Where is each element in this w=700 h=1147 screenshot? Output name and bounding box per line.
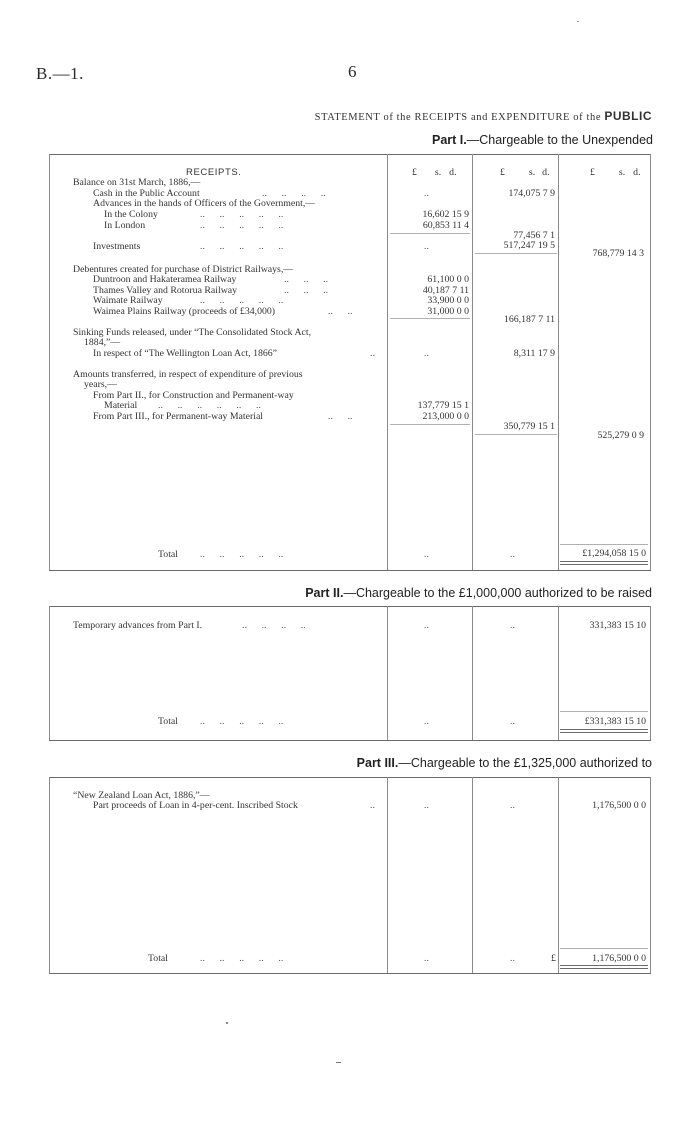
- part3-total-amount: 1,176,500 0 0: [592, 953, 646, 964]
- row-waimea: Waimea Plains Railway (proceeds of £34,000): [93, 306, 276, 317]
- leader-dots: .. .. .. ..: [262, 188, 326, 199]
- part3-heading-bold: Part III.: [356, 756, 399, 770]
- leader-dots: ..: [510, 953, 515, 964]
- row-thames: Thames Valley and Rotorua Railway: [93, 285, 238, 296]
- row-waimate: Waimate Railway: [93, 295, 163, 306]
- leader-dots: ..: [424, 716, 429, 727]
- row-sinking-2: 1884,”—: [84, 337, 121, 348]
- row-cash: Cash in the Public Account: [93, 188, 200, 199]
- leader-dots: ..: [424, 549, 429, 560]
- part2-top-rule: [49, 606, 651, 607]
- statement-title-bold: PUBLIC: [604, 109, 652, 123]
- leader-dots: ..: [424, 800, 429, 811]
- london-amount: 60,853 11 4: [422, 220, 469, 231]
- total-double-rule: [560, 965, 648, 966]
- leader-dots: ..: [510, 800, 515, 811]
- from-part2-amount: 137,779 15 1: [417, 400, 469, 411]
- part2-heading-bold: Part II.: [305, 586, 344, 600]
- page-reference: B.—1.: [36, 64, 84, 83]
- scan-speck: [226, 1022, 228, 1024]
- part1-col-rule-1: [387, 154, 388, 570]
- row-amounts-2: years,—: [84, 379, 117, 390]
- part3-top-rule: [49, 777, 651, 778]
- leader-dots: ..: [370, 800, 375, 811]
- part3-row-label-1: “New Zealand Loan Act, 1886,”—: [73, 790, 210, 801]
- part2-left-rule: [49, 606, 50, 740]
- duntroon-amount: 61,100 0 0: [427, 274, 469, 285]
- subtotal-rule: [475, 434, 557, 435]
- leader-dots: ..: [424, 241, 429, 252]
- leader-dots: ..: [510, 716, 515, 727]
- leader-dots: .. .. .. .. ..: [200, 220, 284, 231]
- row-from-part2-b: Material: [104, 400, 138, 411]
- part3-bottom-rule: [49, 973, 651, 974]
- part2-col-rule-1: [387, 606, 388, 740]
- other-total: 525,279 0 9: [597, 430, 644, 441]
- row-sinking-1: Sinking Funds released, under “The Consolidated Stock Act,: [73, 327, 312, 338]
- row-in-london: In London: [104, 220, 146, 231]
- page-number: 6: [348, 62, 357, 81]
- part3-heading: [357, 756, 652, 770]
- row-debentures: Debentures created for purchase of District Railways,—: [73, 264, 294, 275]
- leader-dots: .. .. .. .. ..: [200, 953, 284, 964]
- part3-total-label: Total: [148, 953, 168, 964]
- leader-dots: .. .. .. .. ..: [200, 241, 284, 252]
- part1-left-rule: [49, 154, 50, 570]
- transfers-total: 350,779 15 1: [503, 421, 555, 432]
- part3-col-rule-2: [472, 777, 473, 973]
- row-duntroon: Duntroon and Hakateramea Railway: [93, 274, 237, 285]
- total-double-rule: [560, 564, 648, 565]
- thames-amount: 40,187 7 11: [422, 285, 469, 296]
- part1-col-rule-2: [472, 154, 473, 570]
- leader-dots: .. .. .. .. ..: [200, 209, 284, 220]
- leader-dots: ..: [424, 620, 429, 631]
- total-double-rule: [560, 732, 648, 733]
- row-from-part3: From Part III., for Permanent-way Material: [93, 411, 264, 422]
- investments-amount: 517,247 19 5: [503, 240, 555, 251]
- leader-dots: .. .. .. .. .. ..: [158, 400, 261, 411]
- total-double-rule: [560, 968, 648, 969]
- part3-left-rule: [49, 777, 50, 973]
- subtotal-rule: [390, 233, 470, 234]
- total-rule: [560, 711, 648, 712]
- leader-dots: .. .. .. .. ..: [200, 549, 284, 560]
- part1-right-rule: [650, 154, 651, 570]
- leader-dots: .. .. ..: [284, 285, 329, 296]
- part1-heading-rest: —Chargeable to the Unexpended: [466, 133, 653, 147]
- part1-bottom-rule: [49, 570, 651, 571]
- part2-row-amount: 331,383 15 10: [589, 620, 646, 631]
- part3-col-rule-1: [387, 777, 388, 973]
- debentures-total: 166,187 7 11: [503, 314, 555, 325]
- part1-grand-total: £1,294,058 15 0: [582, 548, 646, 559]
- part3-row-label-2: Part proceeds of Loan in 4-per-cent. Inscribed Stock: [93, 800, 298, 811]
- scan-speck: [336, 1062, 341, 1063]
- leader-dots: .. ..: [328, 411, 353, 422]
- row-advances: Advances in the hands of Officers of the Government,—: [93, 198, 316, 209]
- leader-dots: ..: [510, 620, 515, 631]
- part2-heading-rest: —Chargeable to the £1,000,000 authorized to be raised: [343, 586, 652, 600]
- balance-total: 768,779 14 3: [592, 248, 644, 259]
- waimea-amount: 31,000 0 0: [427, 306, 469, 317]
- row-in-colony: In the Colony: [104, 209, 158, 220]
- col2-currency-header: £ s. d.: [500, 167, 550, 178]
- row-amounts-1: Amounts transferred, in respect of expenditure of previous: [73, 369, 303, 380]
- leader-dots: ..: [424, 953, 429, 964]
- leader-dots: .. ..: [328, 306, 353, 317]
- leader-dots: ..: [424, 348, 429, 359]
- leader-dots: .. .. .. .. ..: [200, 295, 284, 306]
- part2-col-rule-3: [558, 606, 559, 740]
- row-from-part2-a: From Part II., for Construction and Permanent-way: [93, 390, 294, 401]
- part1-heading-bold: Part I.: [432, 133, 467, 147]
- part2-row-label: Temporary advances from Part I.: [73, 620, 203, 631]
- part1-top-rule: [49, 154, 651, 155]
- total-double-rule: [560, 561, 648, 562]
- from-part3-amount: 213,000 0 0: [422, 411, 469, 422]
- row-investments: Investments: [93, 241, 141, 252]
- total-rule: [560, 948, 648, 949]
- part2-heading: [305, 586, 652, 600]
- part3-pound-sign: £: [551, 953, 556, 964]
- part3-right-rule: [650, 777, 651, 973]
- total-rule: [560, 544, 648, 545]
- cash-amount: 174,075 7 9: [508, 188, 555, 199]
- leader-dots: ..: [370, 348, 375, 359]
- leader-dots: ..: [424, 188, 429, 199]
- row-sinking-3: In respect of “The Wellington Loan Act, 1866”: [93, 348, 278, 359]
- sinking-amount: 8,311 17 9: [513, 348, 555, 359]
- colony-amount: 16,602 15 9: [422, 209, 469, 220]
- part1-total-label: Total: [158, 549, 178, 560]
- advances-total: 77,456 7 1: [513, 230, 555, 241]
- subtotal-rule: [390, 318, 470, 319]
- col1-currency-header: £ s. d.: [412, 167, 457, 178]
- receipts-heading: RECEIPTS.: [186, 167, 242, 178]
- waimate-amount: 33,900 0 0: [427, 295, 469, 306]
- part2-col-rule-2: [472, 606, 473, 740]
- col3-currency-header: £ s. d.: [590, 167, 641, 178]
- subtotal-rule: [390, 424, 470, 425]
- row-balance: Balance on 31st March, 1886,—: [73, 177, 201, 188]
- total-double-rule: [560, 729, 648, 730]
- statement-title: [315, 109, 652, 123]
- leader-dots: .. .. ..: [284, 274, 329, 285]
- part1-heading: [432, 133, 653, 147]
- part3-col-rule-3: [558, 777, 559, 973]
- part2-right-rule: [650, 606, 651, 740]
- part1-col-rule-3: [558, 154, 559, 570]
- scan-speck: [577, 21, 579, 22]
- part2-total-label: Total: [158, 716, 178, 727]
- part3-heading-rest: —Chargeable to the £1,325,000 authorized to: [398, 756, 652, 770]
- leader-dots: ..: [510, 549, 515, 560]
- leader-dots: .. .. .. .. ..: [200, 716, 284, 727]
- statement-title-prefix: STATEMENT of the RECEIPTS and EXPENDITURE of the: [314, 112, 602, 123]
- part2-bottom-rule: [49, 740, 651, 741]
- subtotal-rule: [475, 253, 557, 254]
- part3-row-amount: 1,176,500 0 0: [592, 800, 646, 811]
- leader-dots: .. .. .. ..: [242, 620, 306, 631]
- part2-total-amount: £331,383 15 10: [584, 716, 646, 727]
